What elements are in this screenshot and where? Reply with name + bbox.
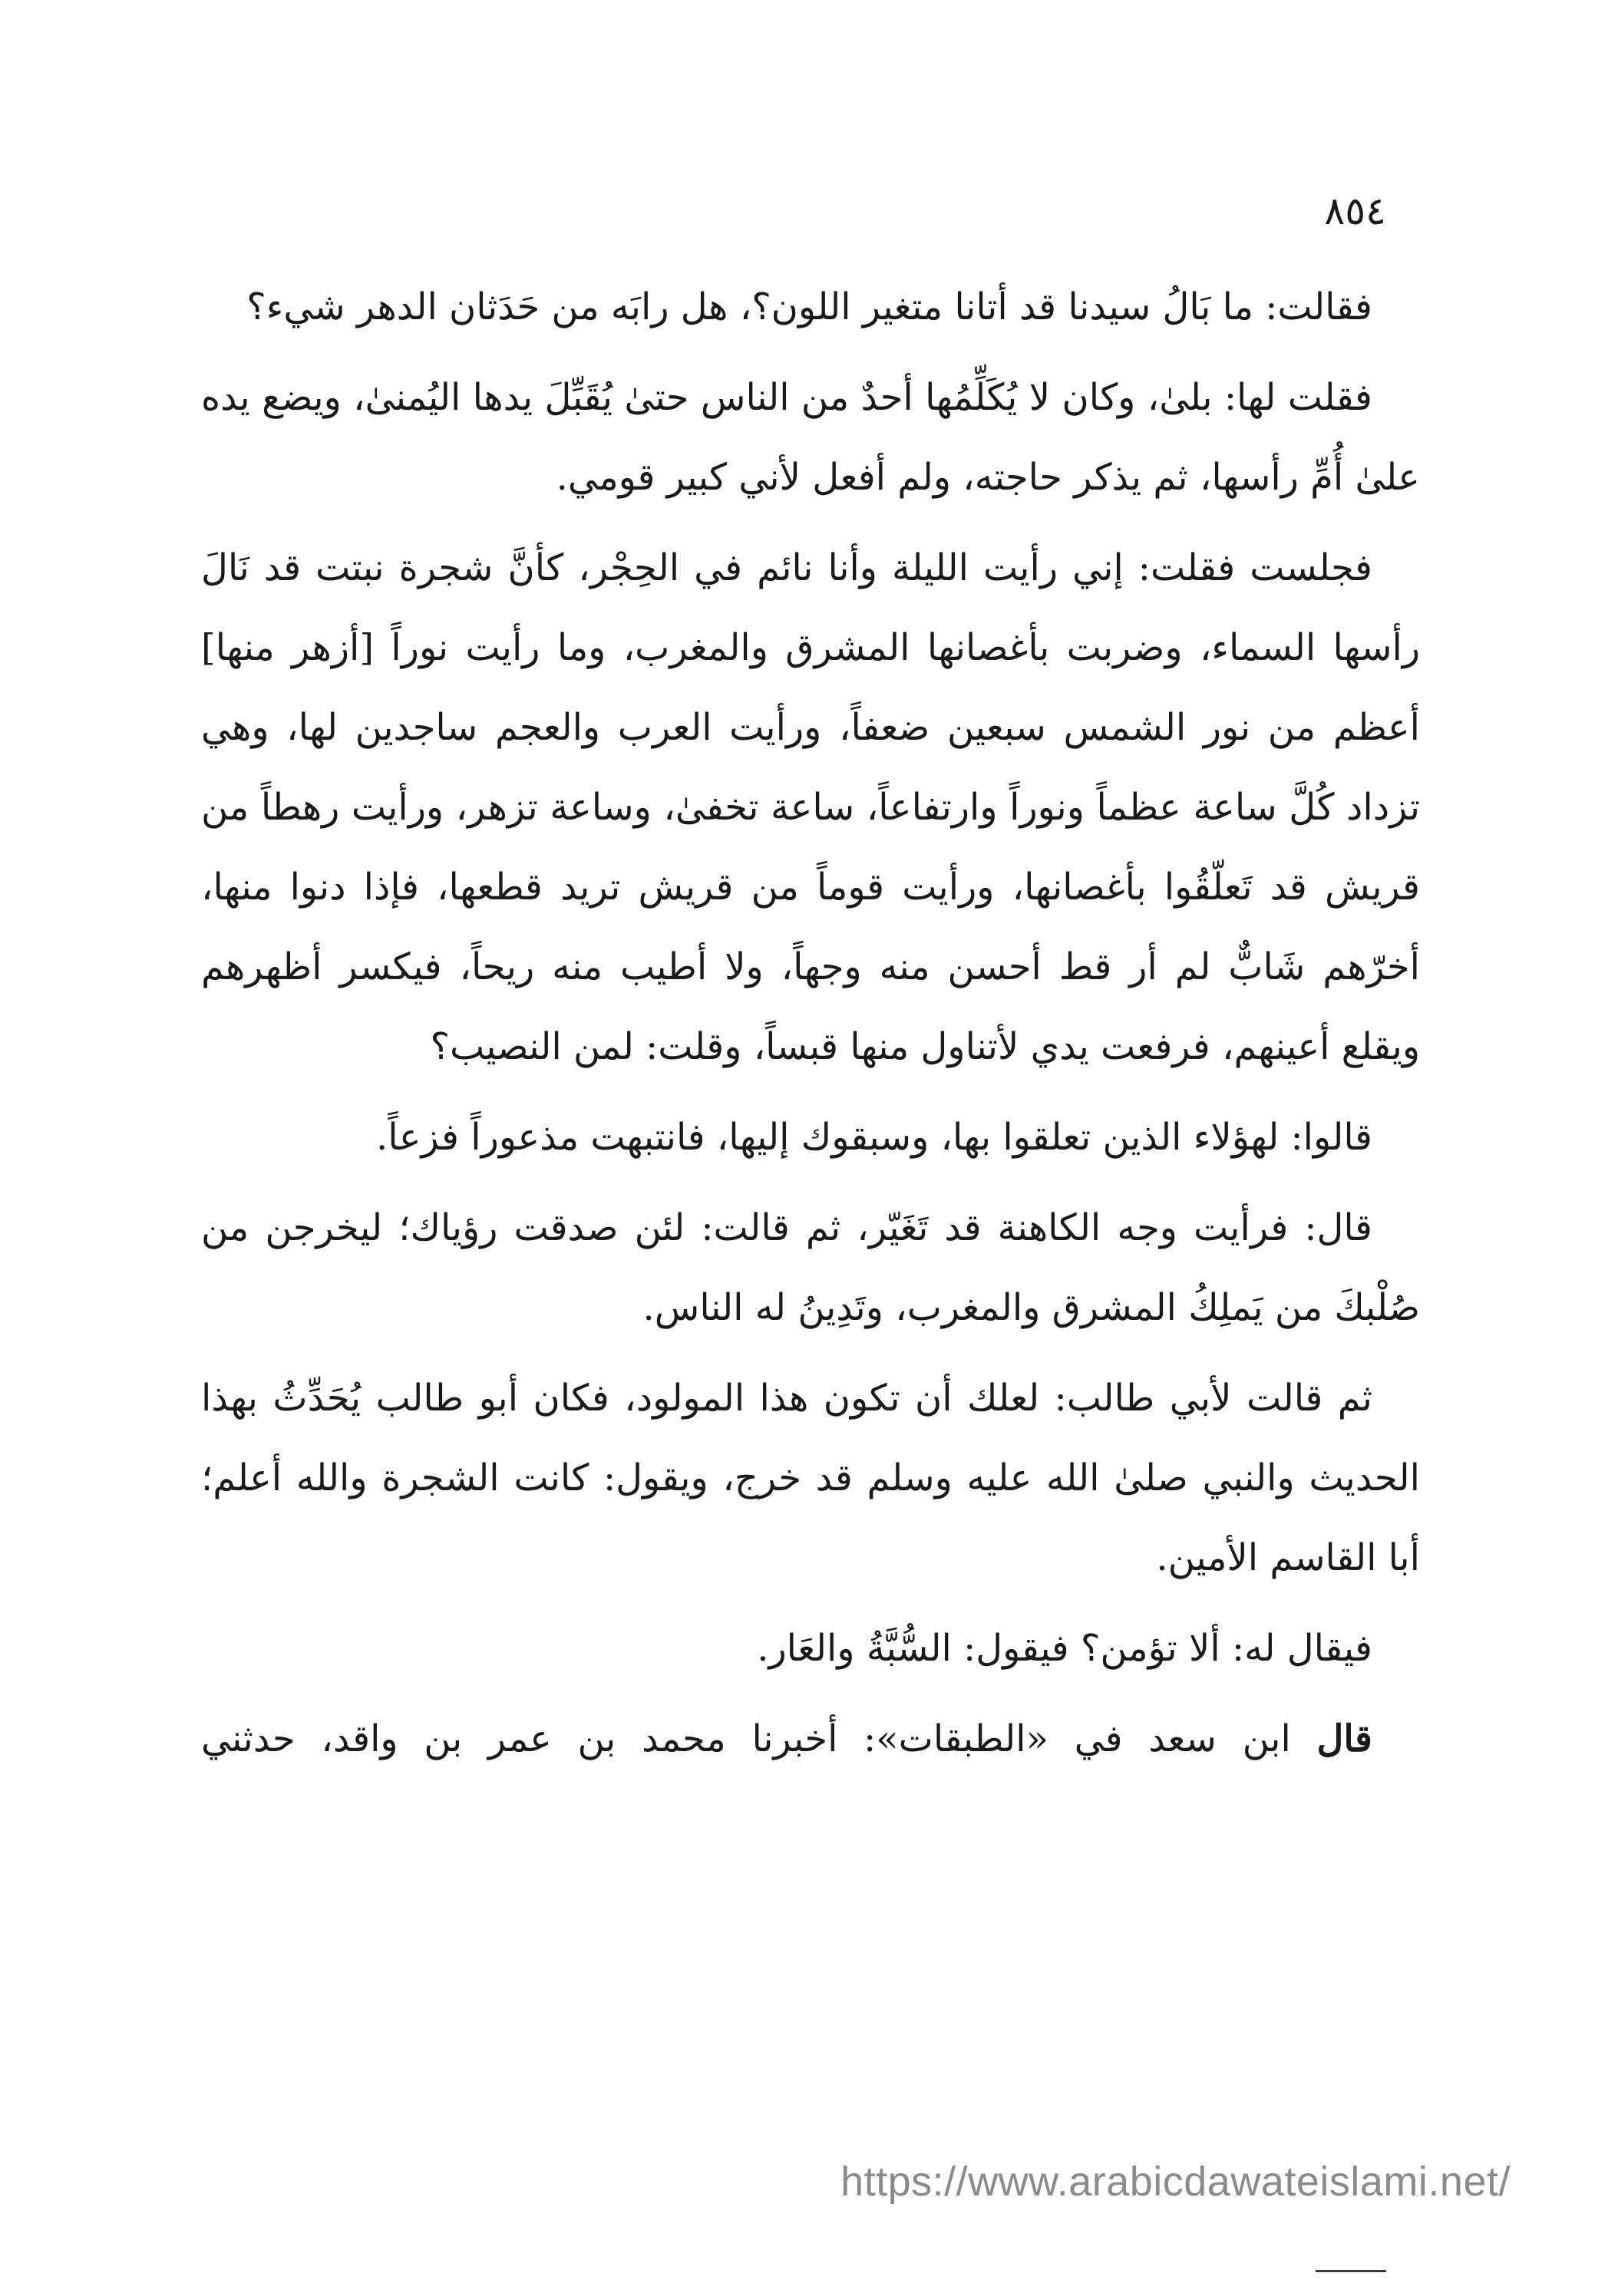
paragraph [201, 1699, 1420, 1779]
paragraph-lead: قال [1316, 1717, 1372, 1760]
paragraph-text: فيقال له: ألا تؤمن؟ فيقول: السُّبَّةُ والعَار. [757, 1627, 1372, 1670]
paragraph [201, 1608, 1420, 1688]
paragraph-text: فقلت لها: بلىٰ، وكان لا يُكَلِّمُها أحدٌ من الناس حتىٰ يُقَبِّلَ يدها اليُمنىٰ، ويضع يده علىٰ أُمِّ رأسها، ثم يذكر حاجته، ولم أفعل لأني كبير قومي. [201, 376, 1420, 499]
paragraph [201, 528, 1420, 1087]
footer-rule [1316, 2270, 1386, 2272]
paragraph [201, 267, 1420, 347]
paragraph-text: فقالت: ما بَالُ سيدنا قد أتانا متغير اللون؟، هل رابَه من حَدَثان الدهر شيء؟ [246, 285, 1372, 328]
watermark-url: https://www.arabicdawateislami.net/ [840, 2159, 1511, 2205]
paragraph [201, 1188, 1420, 1348]
paragraph [201, 358, 1420, 517]
body-text [201, 267, 1420, 1790]
paragraph [201, 1097, 1420, 1177]
paragraph [201, 1358, 1420, 1598]
page-number: ٨٥٤ [1324, 189, 1386, 233]
paragraph-text: ثم قالت لأبي طالب: لعلك أن تكون هذا المولود، فكان أبو طالب يُحَدِّثُ بهذا الحديث والنبي صلىٰ الله عليه وسلم قد خرج، ويقول: كانت الشجرة والله أعلم؛ أبا القاسم الأمين. [201, 1377, 1420, 1579]
paragraph-text: فجلست فقلت: إني رأيت الليلة وأنا نائم في الحِجْر، كأنَّ شجرة نبتت قد نَالَ رأسها السماء، وضربت بأغصانها المشرق والمغرب، وما رأيت نوراً [أزهر منها] أعظم من نور الشمس سبعين ضعفاً، ورأيت العرب والعجم ساجدين لها، وهي تزداد كُلَّ ساعة عظماً ونوراً وارتفاعاً، ساعة تخفىٰ، وساعة تزهر، ورأيت رهطاً من قريش قد تَعلّقُوا بأغصانها، ورأيت قوماً من قريش تريد قطعها، فإذا دنوا منها، أخرّهم شَابٌّ لم أر قط أحسن منه وجهاً، ولا أطيب منه ريحاً، فيكسر أظهرهم ويقلع أعينهم، فرفعت يدي لأتناول منها قبساً، وقلت: لمن النصيب؟ [201, 546, 1421, 1068]
paragraph-text: ابن سعد في «الطبقات»: أخبرنا محمد بن عمر بن واقد، حدثني [201, 1717, 1317, 1760]
paragraph-text: قال: فرأيت وجه الكاهنة قد تَغَيّر، ثم قالت: لئن صدقت رؤياك؛ ليخرجن من صُلْبكَ من يَملِكُ المشرق والمغرب، وتَدِينُ له الناس. [201, 1206, 1420, 1329]
paragraph-text: قالوا: لهؤلاء الذين تعلقوا بها، وسبقوك إليها، فانتبهت مذعوراً فزعاً. [376, 1116, 1372, 1159]
